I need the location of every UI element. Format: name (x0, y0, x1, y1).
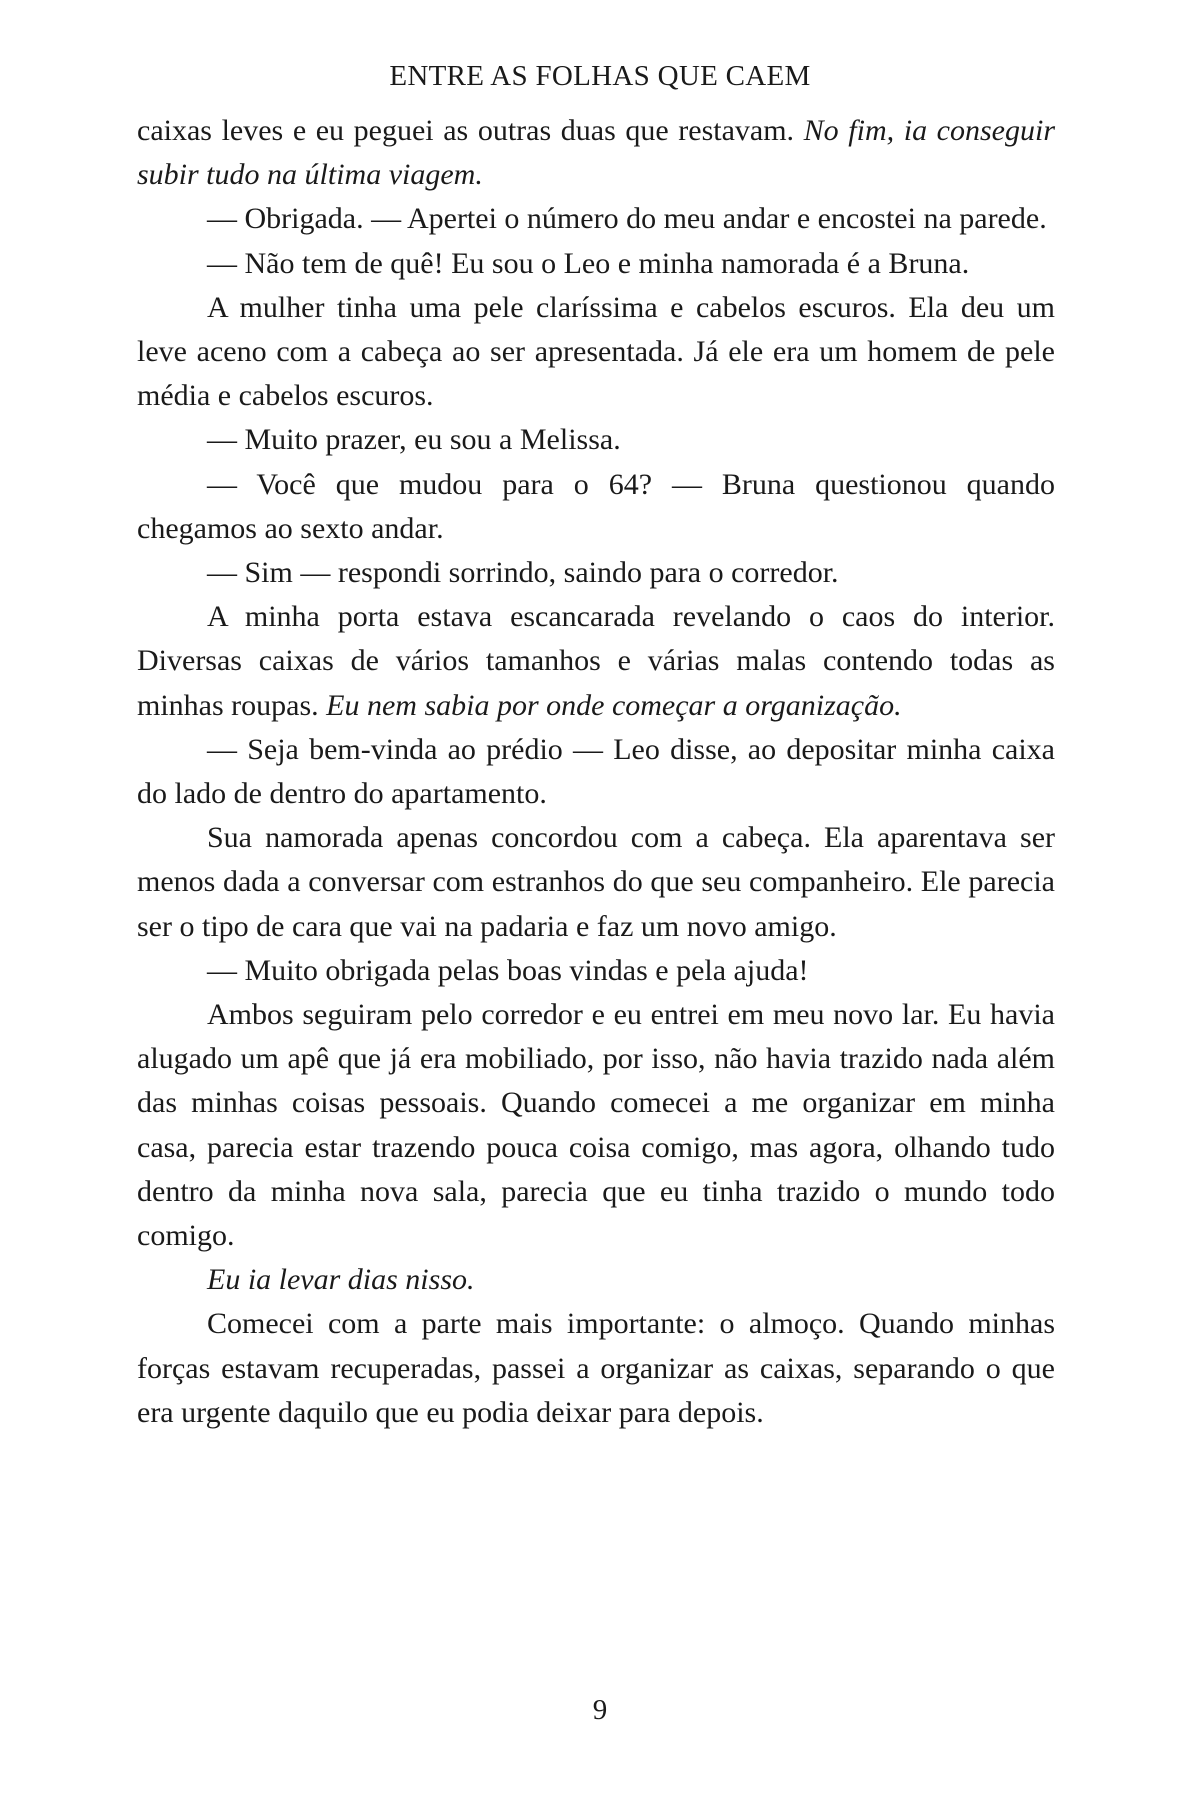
italic-text: Eu nem sabia por onde começar a organização. (326, 688, 902, 722)
page-number: 9 (592, 1694, 608, 1726)
paragraph-text: — Não tem de quê! Eu sou o Leo e minha namorada é a Bruna. (207, 246, 970, 280)
paragraph-text: Comecei com a parte mais importante: o almoço. Quando minhas forças estavam recuperadas, passei a organizar as caixas, separando o que era urgente daquilo que eu podia deixar para depois. (137, 1307, 1055, 1429)
paragraph-text: caixas leves e eu peguei as outras duas que restavam. (137, 114, 804, 147)
paragraph (137, 1258, 1055, 1302)
paragraph (137, 816, 1055, 949)
paragraph-text: A mulher tinha uma pele claríssima e cabelos escuros. Ela deu um leve aceno com a cabeça ao ser apresentada. Já ele era um homem de pele média e cabelos escuros. (137, 290, 1055, 413)
paragraph-text: — Muito obrigada pelas boas vindas e pela ajuda! (207, 953, 809, 987)
paragraph (137, 463, 1055, 551)
paragraph (137, 418, 1055, 462)
paragraph-text: — Seja bem-vinda ao prédio — Leo disse, ao depositar minha caixa do lado de dentro do apartamento. (137, 732, 1055, 811)
paragraph (137, 728, 1055, 816)
running-title: ENTRE AS FOLHAS QUE CAEM (389, 60, 811, 92)
paragraph-text: Sua namorada apenas concordou com a cabeça. Ela aparentava ser menos dada a conversar com estranhos do que seu companheiro. Ele parecia ser o tipo de cara que vai na padaria e faz um novo amigo. (137, 821, 1055, 943)
paragraph-text: — Você que mudou para o 64? — Bruna questionou quando chegamos ao sexto andar. (137, 467, 1055, 545)
paragraph-text: — Obrigada. — Apertei o número do meu andar e encostei na parede. (207, 202, 1047, 236)
paragraph (137, 242, 1055, 286)
paragraph-text: A minha porta estava escancarada revelando o caos do interior. Diversas caixas de vários tamanhos e várias malas contendo todas as minhas roupas. (137, 600, 1055, 722)
paragraph (137, 595, 1055, 728)
paragraph (137, 993, 1055, 1258)
paragraph-text: Ambos seguiram pelo corredor e eu entrei em meu novo lar. Eu havia alugado um apê que já era mobiliado, por isso, não havia trazido nada além das minhas coisas pessoais. Quando comecei a me organizar em minha casa, parecia estar trazendo pouca coisa comigo, mas agora, olhando tudo dentro da minha nova sala, parecia que eu tinha trazido o mundo todo comigo. (137, 998, 1055, 1253)
paragraph-text: — Muito prazer, eu sou a Melissa. (207, 423, 621, 457)
paragraph-text: — Sim — respondi sorrindo, saindo para o corredor. (207, 556, 839, 590)
italic-text: No fim, ia conseguir subir tudo na última viagem. (137, 114, 1055, 192)
italic-text: Eu ia levar dias nisso. (207, 1263, 475, 1297)
paragraph (137, 1302, 1055, 1435)
body-text (137, 109, 1055, 1435)
paragraph (137, 109, 1055, 197)
paragraph (137, 197, 1055, 241)
paragraph (137, 949, 1055, 993)
paragraph (137, 551, 1055, 595)
paragraph (137, 286, 1055, 419)
